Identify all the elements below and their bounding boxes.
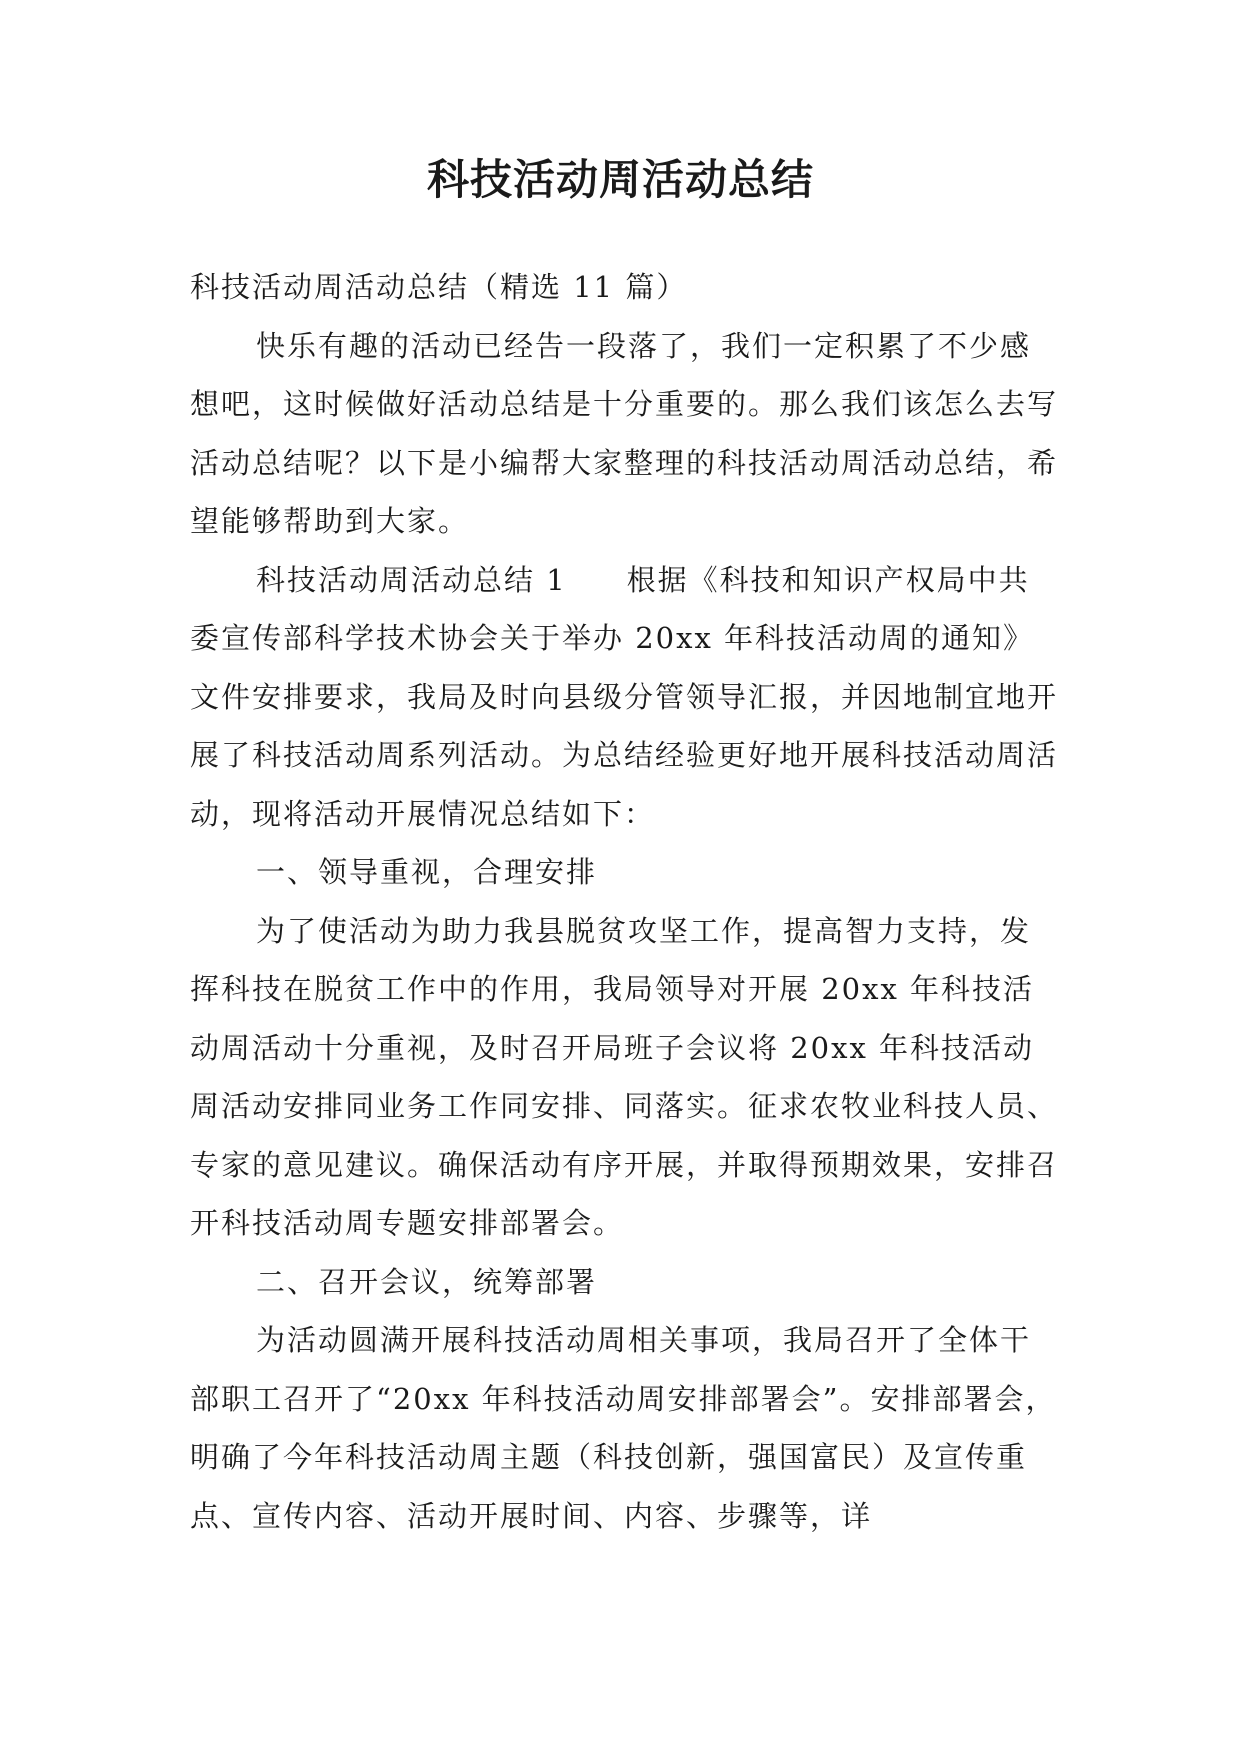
- article-paragraph: [190, 551, 1060, 844]
- section-paragraph-1: 为了使活动为助力我县脱贫攻坚工作，提高智力支持，发挥科技在脱贫工作中的作用，我局领导对开展 20xx 年科技活动周活动十分重视，及时召开局班子会议将 20xx 年科技活动周活动安排同业务工作同安排、同落实。征求农牧业科技人员、专家的意见建议。确保活动有序开展，并取得预期效果，安排召开科技活动周专题安排部署会。: [190, 913, 1059, 1240]
- document-body: [190, 258, 1060, 1545]
- article-label: 科技活动周活动总结 1: [256, 562, 567, 597]
- section-paragraph-2: 为活动圆满开展科技活动周相关事项，我局召开了全体干部职工召开了“20xx 年科技活动周安排部署会”。安排部署会，明确了今年科技活动周主题（科技创新，强国富民）及宣传重点、宣传内容、活动开展时间、内容、步骤等，详: [190, 1323, 1057, 1533]
- section-heading-1: 一、领导重视，合理安排: [256, 855, 598, 889]
- article-first-text: 根据《科技和知识产权局中共委宣传部科学技术协会关于举办 20xx 年科技活动周的通知》文件安排要求，我局及时向县级分管领导汇报，并因地制宜地开展了科技活动周系列活动。为总结经验更好地开展科技活动周活动，现将活动开展情况总结如下：: [190, 562, 1059, 831]
- intro-paragraph: 快乐有趣的活动已经告一段落了，我们一定积累了不少感想吧，这时候做好活动总结是十分重要的。那么我们该怎么去写活动总结呢？以下是小编帮大家整理的科技活动周活动总结，希望能够帮助到大家。: [190, 328, 1059, 538]
- document-title: 科技活动周活动总结: [426, 155, 814, 204]
- section-heading-2: 二、召开会议，统筹部署: [256, 1264, 598, 1299]
- document-subtitle: 科技活动周活动总结（精选 11 篇）: [190, 270, 688, 304]
